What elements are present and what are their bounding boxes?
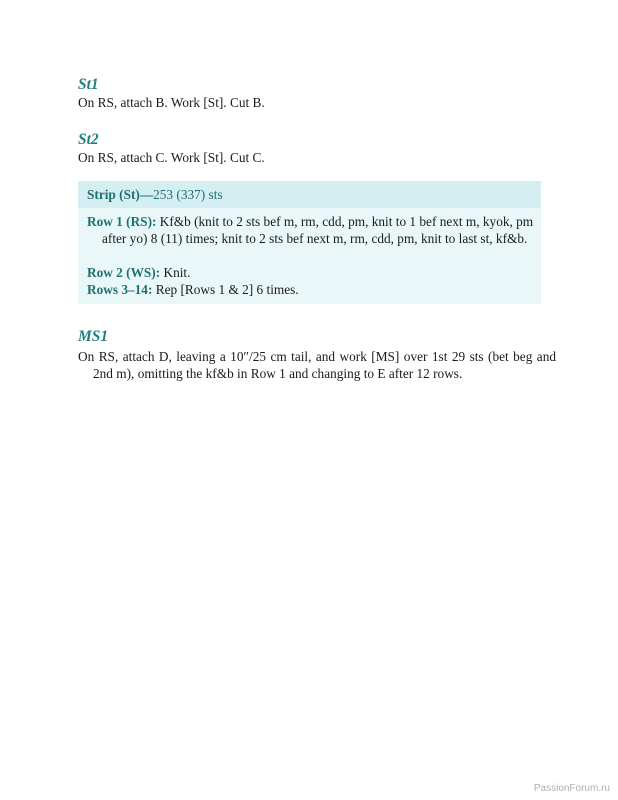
row-1-label: Row 1 (RS): xyxy=(87,214,157,229)
rows-3-14-text: Rep [Rows 1 & 2] 6 times. xyxy=(152,282,299,297)
strip-title-label: Strip (St)— xyxy=(87,187,154,202)
row-1-text: Kf&b (knit to 2 sts bef m, rm, cdd, pm, knit to 1 bef next m, kyok, pm after yo) 8 (11) times; knit to 2 sts bef next m, rm, cdd, pm, knit to last st, kf&b. xyxy=(102,214,534,246)
strip-instruction-box xyxy=(78,181,541,304)
row-2-label: Row 2 (WS): xyxy=(87,265,161,280)
row-2-text: Knit. xyxy=(160,265,191,280)
row-1-instruction xyxy=(87,213,550,247)
strip-box-header xyxy=(78,181,541,208)
section-heading-st1: St1 xyxy=(78,76,99,93)
strip-title-stitch-count: 253 (337) sts xyxy=(153,187,223,202)
section-text-ms1: On RS, attach D, leaving a 10″/25 cm tail, and work [MS] over 1st 29 sts (bet beg and 2nd m), omitting the kf&b in Row 1 and changing to E after 12 rows. xyxy=(78,349,556,381)
row-2-instruction xyxy=(87,264,535,281)
section-text-st2: On RS, attach C. Work [St]. Cut C. xyxy=(78,150,265,165)
section-heading-st2: St2 xyxy=(78,131,99,148)
rows-3-14-label: Rows 3–14: xyxy=(87,282,153,297)
site-watermark: PassionForum.ru xyxy=(533,783,610,794)
section-heading-ms1: MS1 xyxy=(78,328,109,345)
section-text-st1: On RS, attach B. Work [St]. Cut B. xyxy=(78,95,265,110)
strip-box-title xyxy=(87,186,223,203)
rows-3-14-instruction xyxy=(87,281,535,298)
